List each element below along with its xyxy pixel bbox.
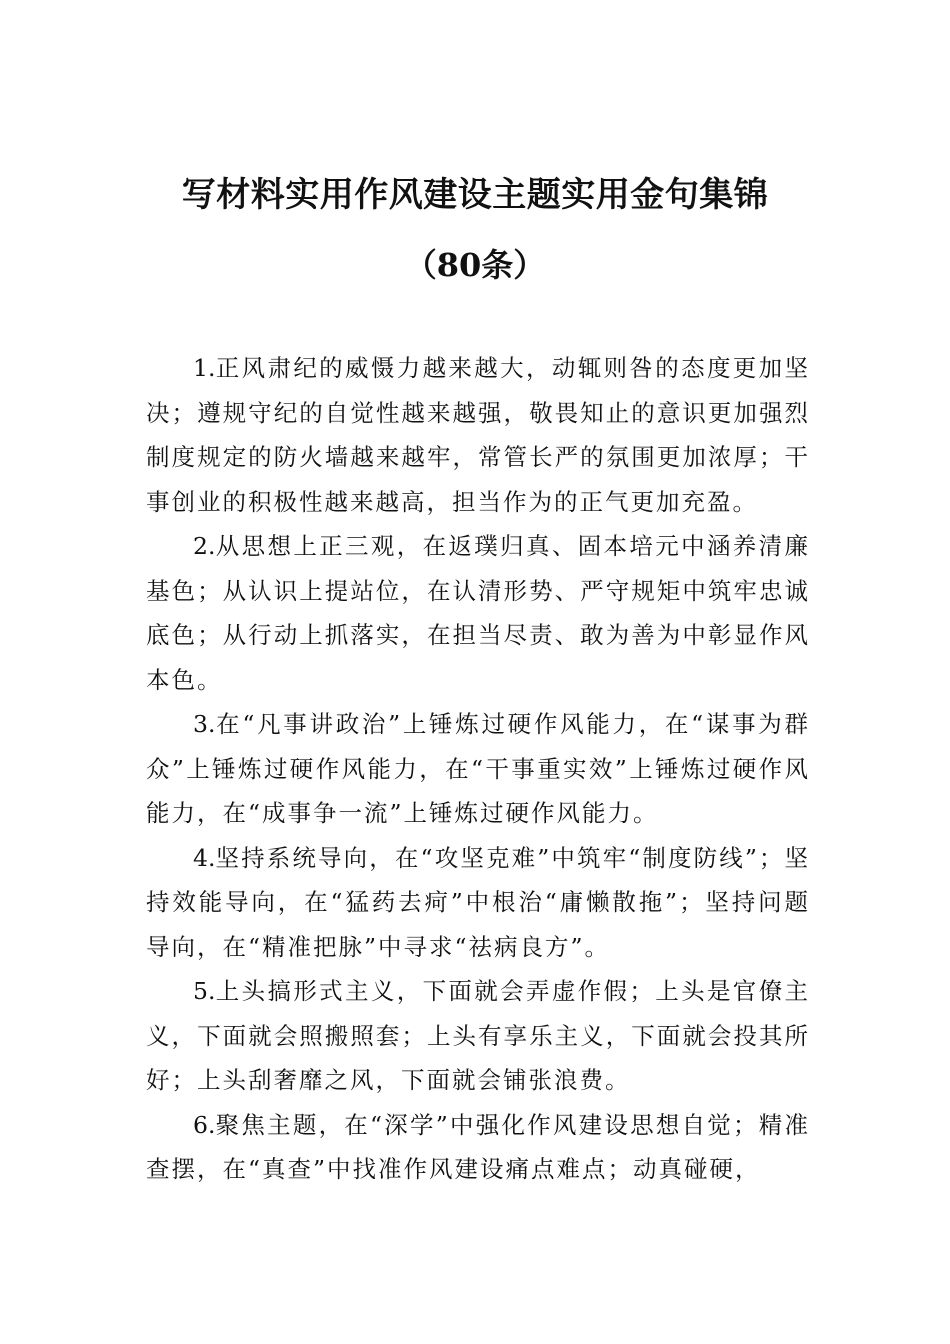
- paragraph-6: [146, 1103, 810, 1192]
- paragraph-number: 2.: [193, 532, 216, 560]
- paragraph-5: [146, 969, 810, 1103]
- paragraph-text: 正风肃纪的威慑力越来越大，动辄则咎的态度更加坚决；遵规守纪的自觉性越来越强，敬畏知止的意识更加强烈制度规定的防火墙越来越牢，常管长严的氛围更加浓厚；干事创业的积极性越来越高，担当作为的正气更加充盈。: [146, 354, 810, 516]
- paragraph-text: 上头搞形式主义，下面就会弄虚作假；上头是官僚主义，下面就会照搬照套；上头有享乐主义，下面就会投其所好；上头刮奢靡之风，下面就会铺张浪费。: [146, 977, 810, 1094]
- paragraph-1: [146, 346, 810, 524]
- paragraph-number: 6.: [193, 1110, 216, 1139]
- paragraph-text: 聚焦主题，在“深学”中强化作风建设思想自觉；精准查摆，在“真查”中找准作风建设痛点难点；动真碰硬，: [146, 1110, 810, 1183]
- paragraph-number: 3.: [193, 710, 216, 738]
- paragraph-text: 从思想上正三观，在返璞归真、固本培元中涵养清廉基色；从认识上提站位，在认清形势、严守规矩中筑牢忠诚底色；从行动上抓落实，在担当尽责、敢为善为中彰显作风本色。: [146, 532, 810, 694]
- document-body: [146, 346, 810, 1192]
- paragraph-number: 1.: [193, 354, 216, 382]
- paragraph-text: 坚持系统导向，在“攻坚克难”中筑牢“制度防线”；坚持效能导向，在“猛药去疴”中根治“庸懒散拖”；坚持问题导向，在“精准把脉”中寻求“祛病良方”。: [146, 843, 810, 961]
- paragraph-text: 在“凡事讲政治”上锤炼过硬作风能力，在“谋事为群众”上锤炼过硬作风能力，在“干事重实效”上锤炼过硬作风能力，在“成事争一流”上锤炼过硬作风能力。: [146, 710, 810, 827]
- paragraph-2: [146, 524, 810, 702]
- paragraph-number: 5.: [193, 977, 216, 1005]
- paragraph-3: [146, 702, 810, 836]
- document-subtitle: （80条）: [404, 246, 546, 284]
- paragraph-4: [146, 836, 810, 970]
- document-title: 写材料实用作风建设主题实用金句集锦: [181, 175, 769, 215]
- paragraph-number: 4.: [193, 843, 216, 872]
